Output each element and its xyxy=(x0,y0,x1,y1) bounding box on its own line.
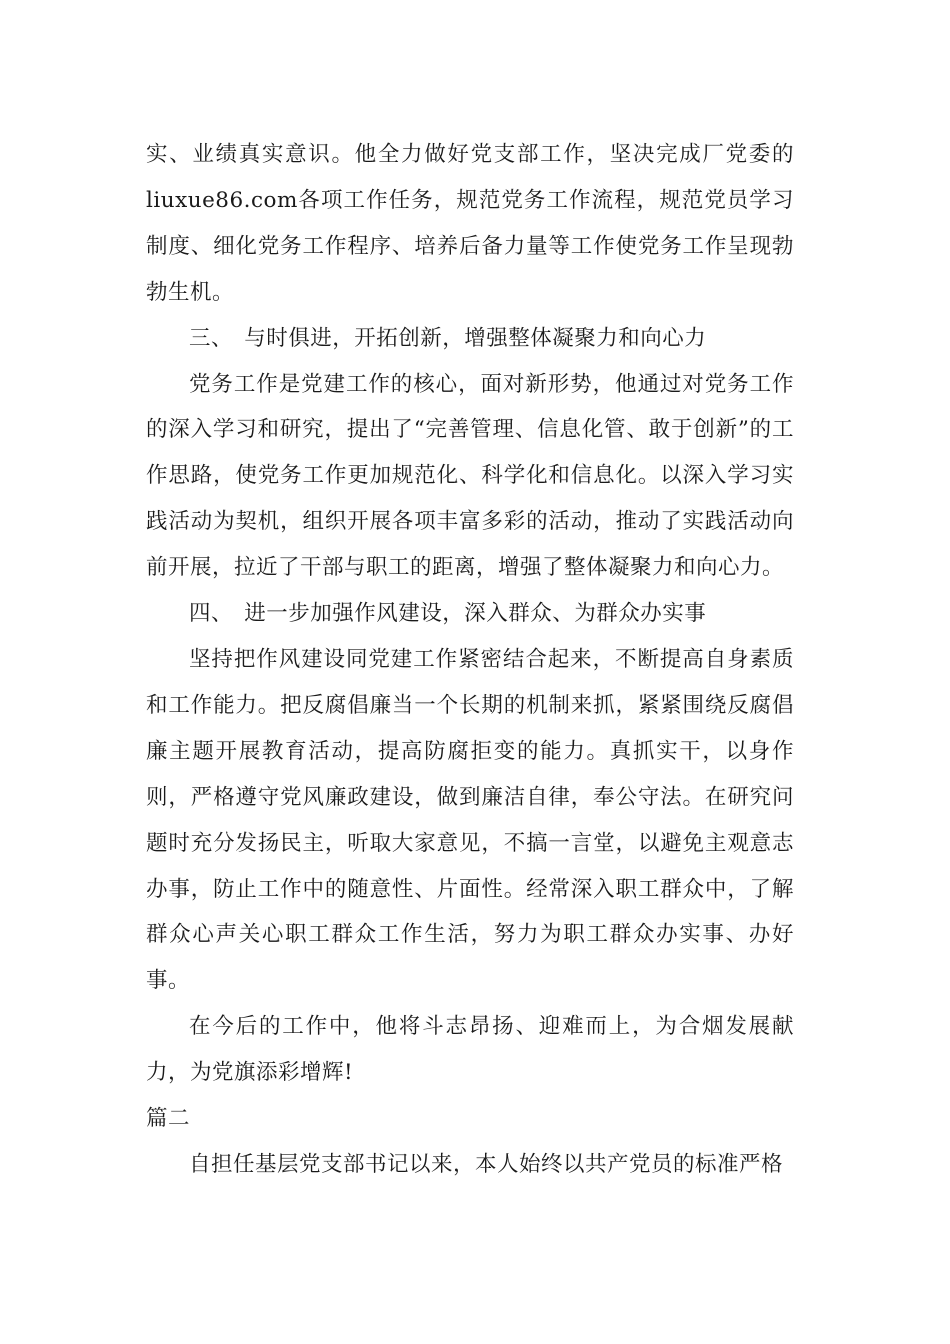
section-heading-three: 三、 与时俱进，开拓创新，增强整体凝聚力和向心力 xyxy=(189,325,707,351)
paragraph-conclusion: 在今后的工作中，他将斗志昂扬、迎难而上，为合烟发展献力，为党旗添彩增辉! xyxy=(146,1014,794,1086)
paragraph-work-style: 坚持把作风建设同党建工作紧密结合起来，不断提高自身素质和工作能力。把反腐倡廉当一个长期的机制来抓，紧紧围绕反腐倡廉主题开展教育活动，提高防腐拒变的能力。真抓实干，以身作则，严格遵守党风廉政建设，做到廉洁自律，奉公守法。在研究问题时充分发扬民主，听取大家意见，不搞一言堂，以避免主观意志办事，防止工作中的随意性、片面性。经常深入职工群众中，了解群众心声关心职工群众工作生活，努力为职工群众办实事、办好事。 xyxy=(146,646,794,994)
paragraph-part-two-intro: 自担任基层党支部书记以来，本人始终以共产党员的标准严格 xyxy=(189,1151,784,1177)
section-label-part-two: 篇二 xyxy=(146,1106,191,1132)
paragraph-party-affairs: 党务工作是党建工作的核心，面对新形势，他通过对党务工作的深入学习和研究，提出了“完善管理、信息化管、敢于创新”的工作思路，使党务工作更加规范化、科学化和信息化。以深入学习实践活动为契机，组织开展各项丰富多彩的活动，推动了实践活动向前开展，拉近了干部与职工的距离，增强了整体凝聚力和向心力。 xyxy=(146,371,794,581)
section-heading-four: 四、 进一步加强作风建设，深入群众、为群众办实事 xyxy=(189,601,707,627)
document-body xyxy=(146,132,794,1188)
paragraph-work-summary: 实、业绩真实意识。他全力做好党支部工作，坚决完成厂党委的liuxue86.com各项工作任务，规范党务工作流程，规范党员学习制度、细化党务工作程序、培养后备力量等工作使党务工作呈现勃勃生机。 xyxy=(146,142,794,305)
